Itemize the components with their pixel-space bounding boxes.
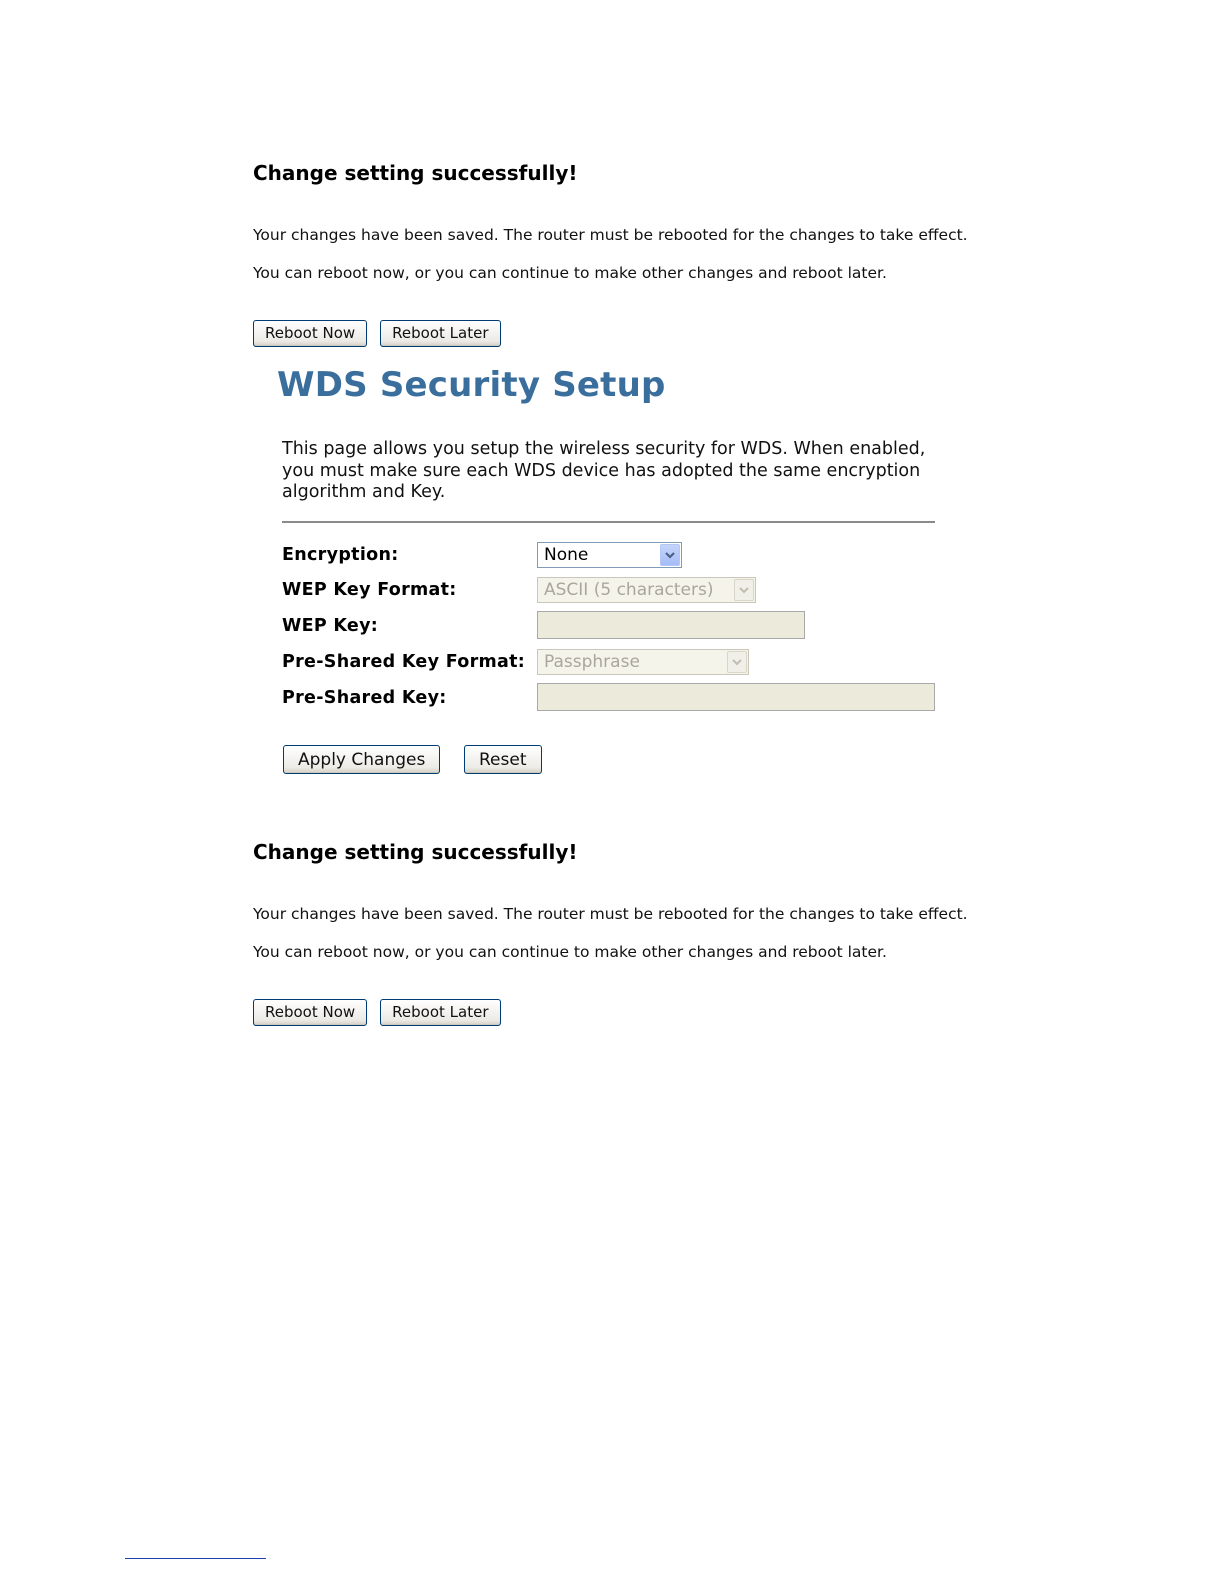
psk-format-label: Pre-Shared Key Format: bbox=[282, 652, 526, 672]
encryption-select[interactable]: None bbox=[537, 542, 682, 568]
chevron-down-icon[interactable] bbox=[660, 544, 680, 566]
reboot-now-button[interactable]: Reboot Now bbox=[253, 999, 367, 1026]
success-buttons bbox=[253, 320, 1013, 347]
wep-key-input[interactable] bbox=[537, 611, 805, 639]
success-title: Change setting successfully! bbox=[253, 161, 578, 185]
wep-key-format-label: WEP Key Format: bbox=[282, 580, 457, 600]
divider bbox=[282, 521, 935, 523]
success-title: Change setting successfully! bbox=[253, 840, 578, 864]
psk-label: Pre-Shared Key: bbox=[282, 688, 447, 708]
bottom-success-notice bbox=[253, 840, 1013, 1026]
page-title: WDS Security Setup bbox=[277, 365, 666, 405]
reboot-later-button[interactable]: Reboot Later bbox=[380, 320, 500, 347]
success-message: Your changes have been saved. The router must be rebooted for the changes to take effect. You can reboot now, or you can continue to make other changes and reboot later. bbox=[253, 905, 968, 961]
psk-format-select[interactable]: Passphrase bbox=[537, 649, 749, 675]
chevron-down-icon[interactable] bbox=[734, 579, 754, 601]
wep-key-format-select[interactable]: ASCII (5 characters) bbox=[537, 577, 756, 603]
encryption-label: Encryption: bbox=[282, 545, 399, 565]
footnote-separator bbox=[125, 1558, 266, 1559]
reboot-now-button[interactable]: Reboot Now bbox=[253, 320, 367, 347]
psk-input[interactable] bbox=[537, 683, 935, 711]
success-buttons bbox=[253, 999, 1013, 1026]
apply-changes-button[interactable]: Apply Changes bbox=[283, 745, 440, 774]
wep-key-label: WEP Key: bbox=[282, 616, 379, 636]
top-success-notice bbox=[253, 161, 1013, 347]
reset-button[interactable]: Reset bbox=[464, 745, 542, 774]
reboot-later-button[interactable]: Reboot Later bbox=[380, 999, 500, 1026]
chevron-down-icon[interactable] bbox=[727, 651, 747, 673]
success-message: Your changes have been saved. The router must be rebooted for the changes to take effect. You can reboot now, or you can continue to make other changes and reboot later. bbox=[253, 226, 968, 282]
page-description: This page allows you setup the wireless security for WDS. When enabled, you must make sure each WDS device has adopted the same encryption algorithm and Key. bbox=[282, 439, 926, 502]
